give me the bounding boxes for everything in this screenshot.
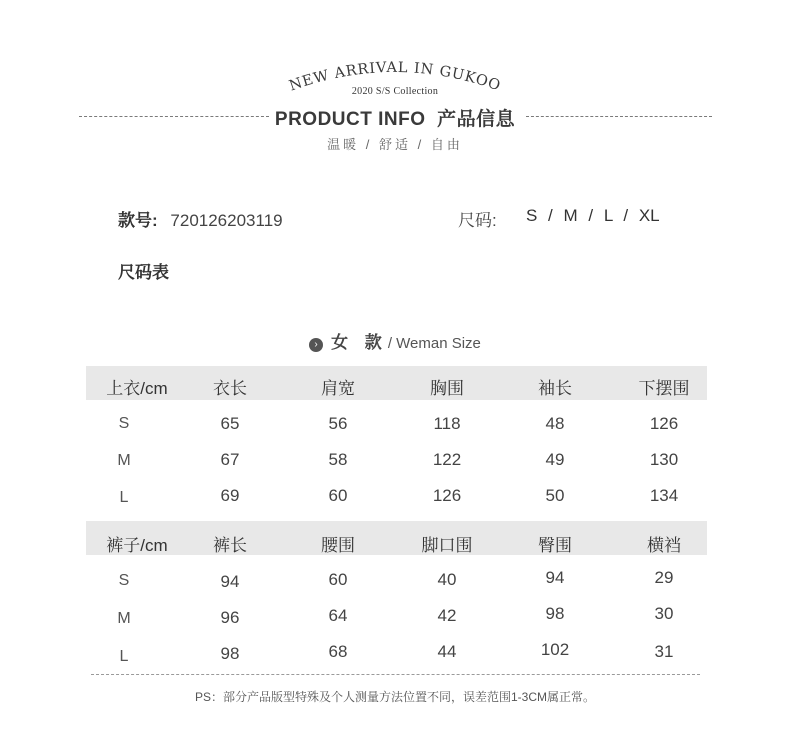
- tops-cell-r0-c4: 48: [545, 414, 565, 433]
- pants-cell-r1-c4: 98: [545, 604, 565, 623]
- pants-cell-r0-c4: 94: [545, 568, 565, 587]
- tops-cell-r1-c1: 67: [220, 450, 240, 469]
- tops-cell-r0-c5: 126: [649, 414, 679, 433]
- tops-header-4: 袖长: [538, 379, 572, 398]
- tops-header-2: 肩宽: [321, 379, 355, 398]
- footer-divider: [91, 674, 700, 675]
- tops-header-0: 上衣/cm: [106, 379, 168, 398]
- pants-cell-r2-c2: 68: [328, 642, 348, 661]
- pants-cell-r0-c0: S: [118, 572, 130, 589]
- size-chart-label: 尺码表: [118, 263, 169, 282]
- tops-cell-r2-c3: 126: [432, 486, 462, 505]
- size-options: S / M / L / XL: [526, 206, 660, 225]
- pants-header-2: 腰围: [321, 536, 355, 555]
- tops-cell-r1-c5: 130: [649, 450, 679, 469]
- tops-cell-r0-c0: S: [118, 415, 130, 432]
- pants-header-4: 臀围: [538, 536, 572, 555]
- pants-cell-r2-c4: 102: [540, 640, 570, 659]
- pants-cell-r1-c5: 30: [654, 604, 674, 623]
- pants-cell-r1-c3: 42: [437, 606, 457, 625]
- tops-cell-r0-c1: 65: [220, 414, 240, 433]
- tops-cell-r2-c0: L: [119, 489, 129, 506]
- tops-cell-r1-c2: 58: [328, 450, 348, 469]
- tops-cell-r2-c4: 50: [545, 486, 565, 505]
- pants-cell-r1-c0: M: [117, 610, 131, 627]
- tops-header-3: 胸围: [430, 379, 464, 398]
- tops-cell-r1-c4: 49: [545, 450, 565, 469]
- pants-cell-r0-c5: 29: [654, 568, 674, 587]
- product-code: [118, 206, 283, 231]
- section-title-zh: 女 款: [331, 333, 388, 352]
- pants-cell-r1-c2: 64: [328, 606, 348, 625]
- collection-label: 2020 S/S Collection: [351, 86, 439, 97]
- pants-header-0: 裤子/cm: [106, 536, 168, 555]
- footnote: PS：部分产品版型特殊及个人测量方法位置不同，误差范围1-3CM属正常。: [194, 690, 596, 704]
- tops-cell-r1-c0: M: [117, 452, 131, 469]
- pants-cell-r1-c1: 96: [220, 608, 240, 627]
- page-title: PRODUCT INFO 产品信息: [274, 109, 516, 130]
- page-subtitle: 温暖 / 舒适 / 自由: [327, 137, 463, 152]
- tops-cell-r2-c5: 134: [649, 486, 679, 505]
- pants-header-3: 脚口围: [421, 536, 473, 555]
- chevron-right-icon: ›: [309, 338, 323, 352]
- arc-text: NEW ARRIVAL IN GUKOO: [287, 59, 503, 95]
- pants-cell-r2-c3: 44: [437, 642, 457, 661]
- pants-cell-r0-c3: 40: [437, 570, 457, 589]
- section-title-en: / Weman Size: [387, 335, 481, 352]
- tops-cell-r0-c2: 56: [328, 414, 348, 433]
- product-code-label: 款号:: [118, 211, 158, 230]
- size-label: 尺码:: [458, 211, 497, 230]
- pants-cell-r2-c0: L: [119, 648, 129, 665]
- pants-cell-r0-c1: 94: [220, 572, 240, 591]
- pants-cell-r2-c5: 31: [654, 642, 674, 661]
- section-title: [0, 328, 790, 353]
- pants-header-1: 裤长: [213, 536, 247, 555]
- tops-cell-r2-c1: 69: [220, 486, 240, 505]
- tops-header-5: 下摆围: [638, 379, 690, 398]
- pants-cell-r2-c1: 98: [220, 644, 240, 663]
- pants-cell-r0-c2: 60: [328, 570, 348, 589]
- product-code-value: 720126203119: [170, 211, 283, 230]
- pants-header-5: 横裆: [647, 536, 681, 555]
- tops-cell-r0-c3: 118: [433, 414, 461, 433]
- tops-cell-r2-c2: 60: [328, 486, 348, 505]
- tops-cell-r1-c3: 122: [432, 450, 462, 469]
- tops-header-1: 衣长: [213, 379, 247, 398]
